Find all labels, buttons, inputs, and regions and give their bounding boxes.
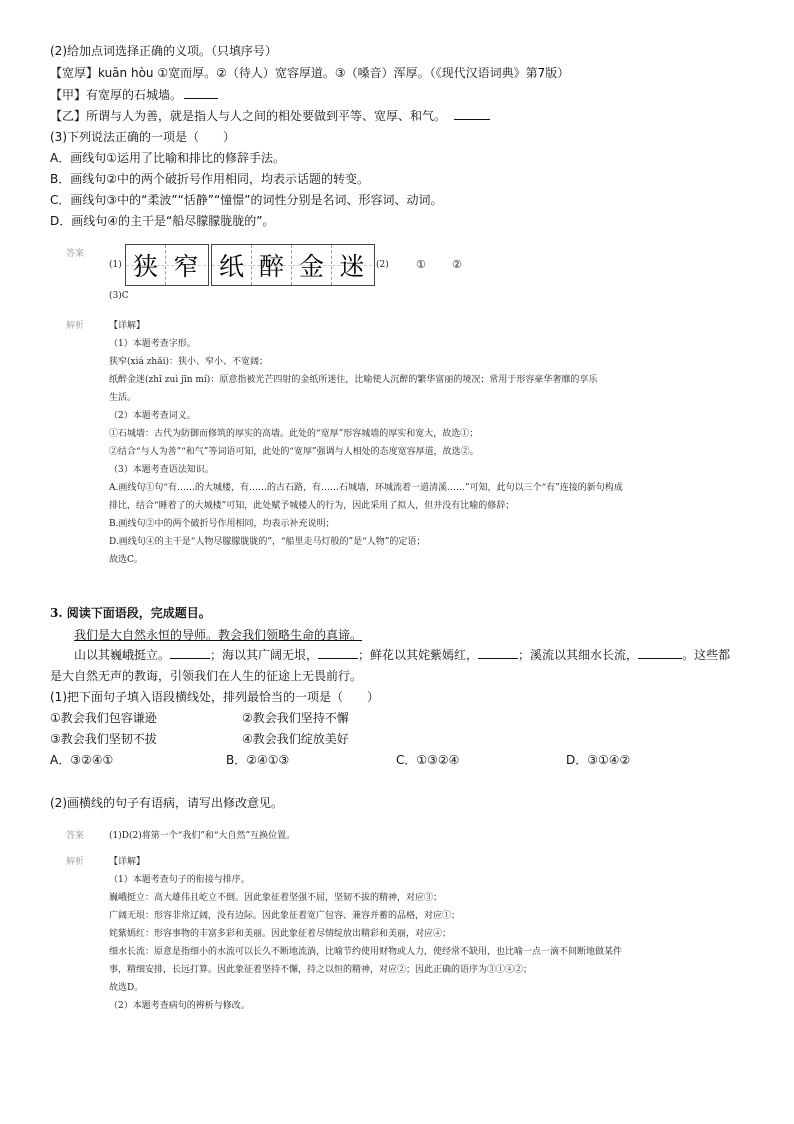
- analysis-line: （1）本题考查字形。: [109, 339, 196, 349]
- character-cell: 狭: [126, 245, 166, 285]
- answer-part-3: (3)C: [109, 291, 129, 301]
- answer-part-2: (2): [376, 260, 389, 270]
- underlined-sentence: 我们是大自然永恒的导师。教会我们领略生命的真谛。: [74, 628, 363, 642]
- definition-line: 【宽厚】kuān hòu ①宽而厚。②（待人）宽容厚道。③（嗓音）浑厚。（《现代汉语词典》第7版）: [50, 66, 570, 80]
- answer-part-1: (1): [109, 260, 122, 270]
- analysis-line: ②结合“与人为善”“和气”等词语可知，此处的“宽厚”强调与人相处的态度宽容厚道，故选②。: [109, 447, 479, 457]
- q3-sub1-title: (1)把下面句子填入语段横线处，排列最恰当的一项是（ ）: [50, 690, 380, 704]
- analysis-line: （3）本题考查语法知识。: [109, 465, 214, 475]
- analysis-line: ①石城墙：古代为防御而修筑的厚实的高墙。此处的“宽厚”形容城墙的厚实和宽大，故选①；: [109, 429, 479, 439]
- character-cell: 金: [292, 245, 332, 285]
- subquestion-3-title: (3)下列说法正确的一项是（ ）: [50, 130, 235, 144]
- character-cell: 迷: [332, 245, 372, 285]
- answer-choice-1: ①: [416, 258, 426, 271]
- analysis-line: （1）本题考查句子的衔接与排序。: [109, 875, 250, 885]
- analysis-line: 【详解】: [109, 321, 146, 331]
- q3-sub2-title: (2)画横线的句子有语病，请写出修改意见。: [50, 796, 283, 810]
- analysis-line: 事，精细安排，长远打算。因此象征着坚持不懈，持之以恒的精神，对应②；因此正确的语序为③①④②；: [109, 965, 533, 975]
- q3-option-a: A．③②④①: [50, 753, 114, 767]
- analysis-label: 解析: [66, 321, 85, 331]
- sentence-yi: 【乙】所谓与人为善，就是指人与人之间的相处要做到平等、宽厚、和气。: [50, 107, 490, 124]
- analysis-line: B.画线句②中的两个破折号作用相同，均表示补充说明；: [109, 519, 335, 529]
- analysis-line: 姹紫嫣红：形容事物的丰富多彩和美丽。因此象征着尽情绽放出精彩和美丽，对应④；: [109, 929, 452, 939]
- q3-option-d: D．③①④②: [566, 753, 631, 767]
- sentence-jia: 【甲】有宽厚的石城墙。: [50, 86, 218, 103]
- analysis-line: 排比，结合“睡着了的大城楼”可知，此处赋予城楼人的行为，因此采用了拟人，但并没有比喻的修辞；: [109, 501, 515, 511]
- character-grid-2: [211, 244, 375, 286]
- answer-label: 答案: [66, 249, 85, 259]
- sentence-4: ④教会我们绽放美好: [242, 732, 349, 746]
- analysis-line: D.画线句④的主干是“人物尽朦朦胧胧的”，“船里走马灯般的”是“人物”的定语；: [109, 537, 426, 547]
- analysis-line: 巍峨挺立：高大雄伟且屹立不倒。因此象征着坚强不屈，坚韧不拔的精神，对应③；: [109, 893, 443, 903]
- q3-option-c: C．①③②④: [396, 753, 460, 767]
- answer-text: (1)D(2)将第一个“我们”和“大自然”互换位置。: [109, 831, 296, 841]
- subquestion-2-title: (2)给加点词选择正确的义项。（只填序号）: [50, 44, 277, 58]
- analysis-line: 广阔无垠：形容非常辽阔，没有边际。因此象征着宽广包容、兼容并蓄的品格，对应①；: [109, 911, 461, 921]
- q3-option-b: B．②④①③: [226, 753, 290, 767]
- analysis-line: 故选C。: [109, 555, 143, 565]
- analysis-line: （2）本题考查病句的辨析与修改。: [109, 1001, 250, 1011]
- analysis-line: 狭窄(xiá zhǎi)：狭小、窄小、不宽阔；: [109, 357, 268, 367]
- option-a: A．画线句①运用了比喻和排比的修辞手法。: [50, 151, 285, 165]
- character-cell: 纸: [212, 245, 252, 285]
- analysis-line: 生活。: [109, 393, 137, 403]
- sentence-3: ③教会我们坚韧不拔: [50, 732, 157, 746]
- sentence-2: ②教会我们坚持不懈: [242, 711, 349, 725]
- analysis-line: A.画线句①句“有……的大城楼，有……的古石路，有……石城墙，环城流着一道清溪……”可知，此句以三个“有”连接的新句构成: [109, 483, 623, 493]
- answer-choice-2: ②: [452, 258, 462, 271]
- passage-line-1: 山以其巍峨挺立。 ；海以其广阔无垠， ；鲜花以其姹紫嫣红， ；溪流以其细水长流， 。这些都: [74, 648, 731, 662]
- answer-label: 答案: [66, 831, 85, 841]
- analysis-label: 解析: [66, 857, 85, 867]
- analysis-line: 细水长流：原意是指细小的水流可以长久不断地流淌，比喻节约使用财物或人力，使经常不缺用，也比喻一点一滴不间断地做某件: [109, 947, 623, 957]
- option-b: B．画线句②中的两个破折号作用相同，均表示话题的转变。: [50, 172, 369, 186]
- sentence-1: ①教会我们包容谦逊: [50, 711, 157, 725]
- analysis-line: 纸醉金迷(zhǐ zuì jīn mí)：原意指被光芒四射的金纸所迷住，比喻使人沉醉的繁华富丽的境况；常用于形容豪华奢靡的享乐: [109, 375, 598, 385]
- analysis-line: （2）本题考查词义。: [109, 411, 196, 421]
- question-3-title: 3. 阅读下面语段，完成题目。: [50, 606, 211, 620]
- character-cell: 醉: [252, 245, 292, 285]
- analysis-line: 【详解】: [109, 857, 146, 867]
- option-c: C．画线句③中的“柔波”“恬静”“憧憬”的词性分别是名词、形容词、动词。: [50, 193, 443, 207]
- character-cell: 窄: [166, 245, 206, 285]
- option-d: D．画线句④的主干是“船尽朦朦胧胧的”。: [50, 214, 275, 228]
- passage-line-2: 是大自然无声的教诲，引领我们在人生的征途上无畏前行。: [50, 669, 363, 683]
- analysis-line: 故选D。: [109, 983, 144, 993]
- character-grid-1: [125, 244, 209, 286]
